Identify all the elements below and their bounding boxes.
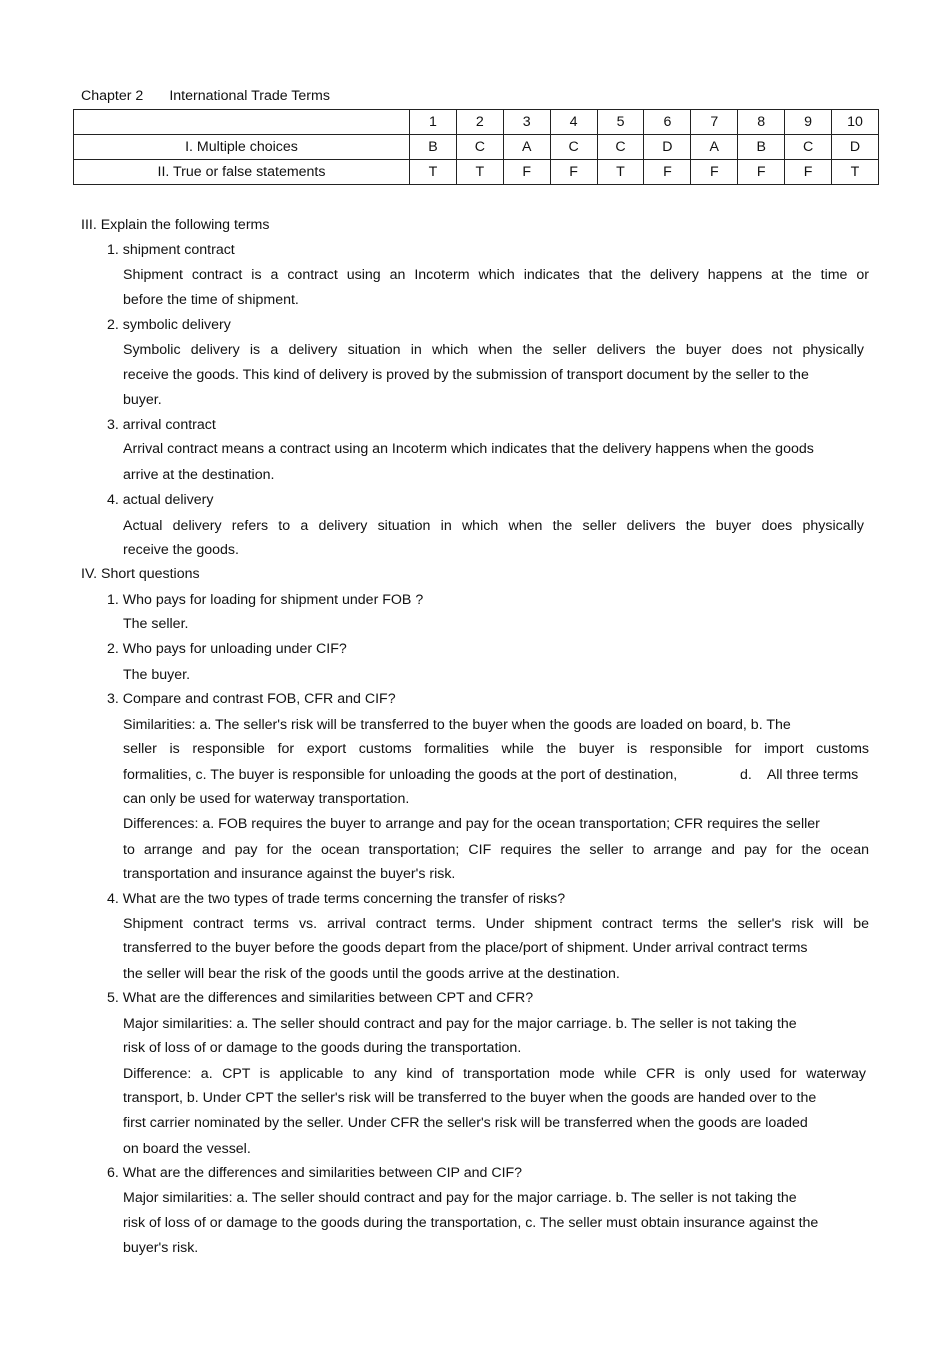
answer-cell: D — [832, 135, 879, 160]
answer-cell: D — [644, 135, 691, 160]
column-header: 9 — [785, 110, 832, 135]
answer-line: Similarities: a. The seller's risk will be transferred to the buyer when the goods are loaded on board, b. The — [123, 717, 791, 733]
answer-line: first carrier nominated by the seller. Under CFR the seller's risk will be transferred when the goods are loaded — [123, 1115, 808, 1131]
answer-cell: B — [410, 135, 457, 160]
question: 3. Compare and contrast FOB, CFR and CIF? — [107, 691, 396, 707]
answer-cell: C — [597, 135, 644, 160]
answer-cell: T — [832, 160, 879, 185]
answer-cell: T — [456, 160, 503, 185]
answer-line: formalities, c. The buyer is responsible for unloading the goods at the port of destination, — [123, 767, 678, 783]
section-heading: III. Explain the following terms — [81, 217, 270, 233]
answer-cell: T — [597, 160, 644, 185]
paragraph-line: Symbolic delivery is a delivery situation in which when the seller delivers the buyer does not physically — [123, 342, 864, 358]
paragraph-line: Actual delivery refers to a delivery situation in which when the seller delivers the buyer does physically — [123, 518, 864, 534]
table-row-true-false — [74, 160, 879, 185]
paragraph-line: before the time of shipment. — [123, 292, 299, 308]
answer-line: can only be used for waterway transportation. — [123, 791, 410, 807]
answer-line: risk of loss of or damage to the goods during the transportation, c. The seller must obtain insurance against the — [123, 1215, 819, 1231]
question: 4. What are the two types of trade terms concerning the transfer of risks? — [107, 891, 566, 907]
term-title: 4. actual delivery — [107, 492, 214, 508]
paragraph-line: receive the goods. This kind of delivery is proved by the submission of transport document by the seller to the — [123, 367, 809, 383]
answer-line: Difference: a. CPT is applicable to any kind of transportation mode while CFR is only used for waterway — [123, 1066, 866, 1082]
chapter-title: International Trade Terms — [169, 88, 330, 104]
answer-table — [73, 109, 879, 185]
column-header: 3 — [503, 110, 550, 135]
term-title: 2. symbolic delivery — [107, 317, 231, 333]
table-row-multiple-choices — [74, 135, 879, 160]
answer-cell: F — [738, 160, 785, 185]
answer-cell: C — [550, 135, 597, 160]
column-header: 10 — [832, 110, 879, 135]
paragraph-line: buyer. — [123, 392, 162, 408]
column-header: 7 — [691, 110, 738, 135]
paragraph-line: Shipment contract is a contract using an Incoterm which indicates that the delivery happens at the time or — [123, 267, 869, 283]
answer-cell: F — [785, 160, 832, 185]
column-header: 2 — [456, 110, 503, 135]
answer-cell: F — [644, 160, 691, 185]
answer-line: to arrange and pay for the ocean transportation; CIF requires the seller to arrange and pay for the ocean — [123, 842, 869, 858]
row-label: II. True or false statements — [74, 160, 410, 185]
chapter-heading — [81, 88, 330, 104]
answer-line: Major similarities: a. The seller should contract and pay for the major carriage. b. The seller is not taking the — [123, 1016, 797, 1032]
answer-line: the seller will bear the risk of the goods until the goods arrive at the destination. — [123, 966, 620, 982]
answer-line: risk of loss of or damage to the goods during the transportation. — [123, 1040, 522, 1056]
answer-cell: A — [503, 135, 550, 160]
answer-line: Shipment contract terms vs. arrival contract terms. Under shipment contract terms the seller's risk will be — [123, 916, 869, 932]
paragraph-line: Arrival contract means a contract using an Incoterm which indicates that the delivery happens when the goods — [123, 441, 814, 457]
answer-line: transportation and insurance against the buyer's risk. — [123, 866, 456, 882]
answer-line: seller is responsible for export customs formalities while the buyer is responsible for import customs — [123, 741, 869, 757]
answer-line: Differences: a. FOB requires the buyer to arrange and pay for the ocean transportation; CFR requires the seller — [123, 816, 820, 832]
answer-line: on board the vessel. — [123, 1141, 251, 1157]
answer-line: The seller. — [123, 616, 189, 632]
column-header: 5 — [597, 110, 644, 135]
section-heading: IV. Short questions — [81, 566, 200, 582]
answer-line: buyer's risk. — [123, 1240, 199, 1256]
paragraph-line: receive the goods. — [123, 542, 239, 558]
paragraph-line: arrive at the destination. — [123, 467, 275, 483]
answer-line: d. All three terms — [740, 767, 859, 783]
column-header: 1 — [410, 110, 457, 135]
answer-cell: F — [550, 160, 597, 185]
answer-line: The buyer. — [123, 667, 191, 683]
answer-line: Major similarities: a. The seller should contract and pay for the major carriage. b. The seller is not taking the — [123, 1190, 797, 1206]
answer-cell: C — [785, 135, 832, 160]
column-header: 6 — [644, 110, 691, 135]
question: 5. What are the differences and similarities between CPT and CFR? — [107, 990, 534, 1006]
answer-line: transport, b. Under CPT the seller's risk will be transferred to the buyer when the goods are handed over to the — [123, 1090, 817, 1106]
answer-line: transferred to the buyer before the goods depart from the place/port of shipment. Under arrival contract terms — [123, 940, 808, 956]
question: 2. Who pays for unloading under CIF? — [107, 641, 347, 657]
answer-cell: B — [738, 135, 785, 160]
answer-cell: T — [410, 160, 457, 185]
answer-cell: C — [456, 135, 503, 160]
term-title: 1. shipment contract — [107, 242, 235, 258]
question: 1. Who pays for loading for shipment under FOB ? — [107, 592, 424, 608]
row-label: I. Multiple choices — [74, 135, 410, 160]
answer-cell: F — [691, 160, 738, 185]
chapter-number: Chapter 2 — [81, 88, 144, 104]
answer-table-corner-cell — [74, 110, 410, 135]
column-header: 4 — [550, 110, 597, 135]
answer-cell: A — [691, 135, 738, 160]
answer-table-header-row — [74, 110, 879, 135]
term-title: 3. arrival contract — [107, 417, 216, 433]
question: 6. What are the differences and similarities between CIP and CIF? — [107, 1165, 523, 1181]
answer-cell: F — [503, 160, 550, 185]
column-header: 8 — [738, 110, 785, 135]
